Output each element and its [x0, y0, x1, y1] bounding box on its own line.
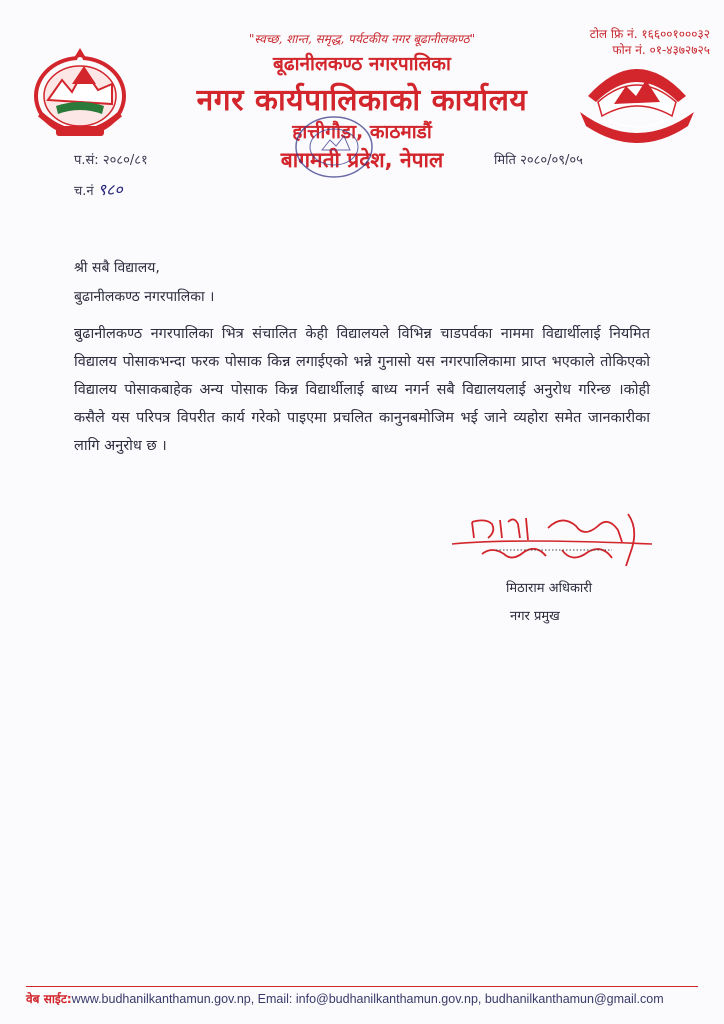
ps-label: प.सं:: [74, 153, 99, 168]
phone-number: फोन नं. ०१-४३७२७२५: [612, 43, 710, 57]
municipality-name: बूढानीलकण्ठ नगरपालिका: [273, 53, 451, 75]
patra-sankhya: [74, 150, 148, 168]
toll-free-number: टोल फ्रि नं. १६६००१०००३२: [589, 27, 710, 41]
date-label: मिति: [494, 153, 516, 168]
chalani-number: [74, 178, 123, 200]
recipient-line-2: बुढानीलकण्ठ नगरपालिका ।: [74, 289, 215, 305]
address-line-2: बागमती प्रदेश, नेपाल: [280, 148, 444, 172]
office-seal-icon: [292, 112, 376, 182]
nepal-emblem-icon: [22, 40, 138, 144]
letterhead-tagline: "स्वच्छ, शान्त, समृद्ध, पर्यटकीय नगर बूढानीलकण्ठ": [248, 32, 476, 46]
footer-contact: [26, 990, 706, 1007]
footer-divider: [26, 986, 698, 987]
cn-label: च.नं: [74, 184, 94, 199]
letter-date: [494, 150, 583, 168]
signatory-name: मिठाराम अधिकारी: [506, 581, 592, 596]
office-name: नगर कार्यपालिकाको कार्यालय: [196, 83, 528, 118]
address-line-1: हात्तीगौडा, काठमाडौं: [292, 121, 432, 143]
ps-value: २०८०/८१: [102, 153, 148, 168]
footer-label: वेब साईट:: [26, 992, 72, 1006]
signatory-title: नगर प्रमुख: [510, 609, 560, 624]
cn-value: ९८०: [97, 180, 123, 199]
recipient-line-1: श्री सबै विद्यालय,: [74, 260, 160, 276]
letter-body: बुढानीलकण्ठ नगरपालिका भित्र संचालित केही विद्यालयले विभिन्न चाडपर्वका नाममा विद्यार्थीलाई नियमित विद्यालय पोसाकभन्दा फरक पोसाक किन्न लगाईएको भन्ने गुनासो यस नगरपालिकामा प्राप्त भएकाले तोकिएको विद्यालय पोसाकबाहेक अन्य पोसाक किन्न विद्यार्थीलाई बाध्य नगर्न सबै विद्यालयलाई अनुरोध गरिन्छ ।कोही कसैले यस परिपत्र विपरीत कार्य गरेको पाइएमा प्रचलित कानुनबमोजिम भई जाने व्यहोरा समेत जानकारीका लागि अनुरोध छ ।: [74, 326, 650, 454]
date-value: २०८०/०९/०५: [520, 153, 583, 168]
signature-icon: [452, 508, 662, 578]
footer-links: www.budhanilkanthamun.gov.np, Email: info@budhanilkanthamun.gov.np, budhanilkanthamun@gmail.com: [71, 992, 664, 1006]
municipality-logo-icon: [574, 56, 700, 146]
